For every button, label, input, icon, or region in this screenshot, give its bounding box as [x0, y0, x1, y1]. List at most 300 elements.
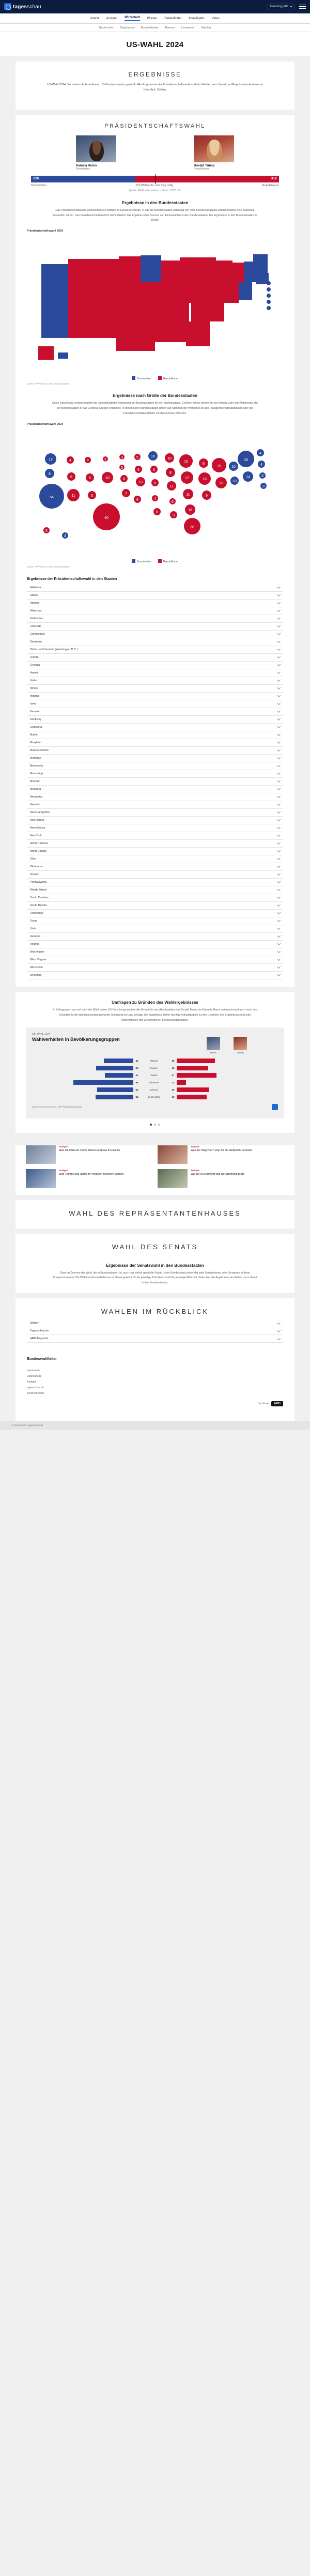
svg-text:19: 19: [217, 464, 221, 468]
state-name: Nevada: [30, 803, 40, 806]
legend-dem: Demokraten: [132, 376, 151, 380]
chevron-down-icon: [277, 856, 281, 860]
subnav-item-themen[interactable]: Themen: [164, 26, 175, 29]
state-accordion-row[interactable]: [27, 809, 283, 817]
chevron-down-icon: [277, 911, 281, 914]
chevron-down-icon: [277, 965, 281, 969]
harris-value: 53: [135, 1066, 138, 1069]
chevron-down-icon: [277, 903, 281, 907]
svg-text:3: 3: [104, 457, 106, 462]
state-name: Pennsylvania: [30, 880, 47, 884]
harris-bar-cell: [32, 1059, 133, 1063]
subnav-item-nachrichten[interactable]: Nachrichten: [99, 26, 115, 29]
svg-text:6: 6: [137, 468, 140, 472]
state-name: Wisconsin: [30, 965, 43, 969]
survey-group-row: [32, 1058, 278, 1064]
chevron-down-icon: [277, 787, 281, 790]
state-name: Massachusetts: [30, 748, 49, 752]
state-name: Ohio: [30, 857, 36, 861]
ard-network-label: Das Erste: [258, 1402, 269, 1406]
state-name: Alaska: [30, 593, 39, 597]
harris-thumb-label: Harris: [210, 1051, 216, 1054]
state-name: Delaware: [30, 640, 42, 643]
svg-text:3: 3: [262, 484, 265, 488]
state-accordion-row[interactable]: [27, 879, 283, 886]
carousel-dot-1[interactable]: [150, 1124, 152, 1126]
carousel-dot-2[interactable]: [154, 1124, 156, 1126]
states-accordion[interactable]: [27, 584, 283, 979]
state-name: Michigan: [30, 756, 41, 760]
retro-accordion-row[interactable]: [27, 1320, 283, 1327]
state-accordion-row[interactable]: [27, 662, 283, 669]
state-name: New York: [30, 834, 42, 837]
svg-text:10: 10: [151, 454, 155, 458]
chevron-down-icon: [277, 632, 281, 635]
harris-bar: [73, 1080, 133, 1085]
teaser-image: [158, 1145, 188, 1164]
state-accordion-row[interactable]: [27, 824, 283, 832]
state-accordion-row[interactable]: [27, 840, 283, 848]
state-accordion-row[interactable]: [27, 638, 283, 646]
state-accordion-row[interactable]: [27, 770, 283, 778]
chevron-down-icon: [277, 748, 281, 752]
state-accordion-row[interactable]: [27, 910, 283, 917]
survey-face-trump: [234, 1037, 247, 1054]
teaser-kicker: Analyse: [191, 1145, 199, 1148]
svg-text:10: 10: [105, 476, 110, 480]
chevron-down-icon: [277, 663, 281, 666]
retro-row-label: Tagesschau.de: [30, 1329, 49, 1333]
retro-heading: WAHLEN IM RÜCKBLICK: [101, 1308, 209, 1316]
chevron-down-icon: [277, 949, 281, 953]
svg-text:5: 5: [136, 455, 138, 459]
retro-accordion-row[interactable]: [27, 1335, 283, 1343]
chevron-down-icon: [277, 864, 281, 868]
svg-text:15: 15: [184, 459, 188, 464]
state-accordion-row[interactable]: [27, 902, 283, 910]
footer-section: [16, 1350, 295, 1421]
svg-text:9: 9: [173, 513, 175, 517]
harris-value: 86: [135, 1081, 138, 1084]
state-accordion-row[interactable]: [27, 584, 283, 592]
chevron-down-icon: [277, 825, 281, 829]
chevron-down-icon: [277, 686, 281, 689]
harris-bar: [96, 1066, 133, 1070]
chevron-down-icon: [277, 593, 281, 596]
state-accordion-row[interactable]: [27, 948, 283, 956]
electoral-bar-dem: [31, 176, 135, 182]
state-accordion-row[interactable]: [27, 623, 283, 631]
main-nav: [0, 13, 310, 24]
chevron-down-icon: [277, 794, 281, 798]
chevron-down-icon: [277, 810, 281, 814]
state-accordion-row[interactable]: [27, 755, 283, 762]
copyright: © ARD-aktuell / tagesschau.de: [0, 1421, 310, 1430]
state-accordion-row[interactable]: [27, 708, 283, 716]
svg-text:5: 5: [91, 494, 93, 498]
harris-bar: [104, 1059, 133, 1063]
candidate-harris: [76, 135, 116, 171]
state-name: Hawaii: [30, 671, 39, 674]
retro-accordion-row[interactable]: [27, 1327, 283, 1335]
state-name: New Jersey: [30, 818, 45, 822]
electoral-bar-rep: [135, 176, 279, 182]
harris-value: 41: [135, 1074, 138, 1077]
svg-text:14: 14: [246, 475, 250, 479]
svg-text:17: 17: [185, 476, 189, 480]
harris-bar-cell: [32, 1095, 133, 1099]
electoral-bar: [31, 176, 279, 182]
house-section: [16, 1200, 295, 1229]
state-accordion-row[interactable]: [27, 801, 283, 809]
state-accordion-row[interactable]: [27, 724, 283, 731]
survey-group-row: [32, 1080, 278, 1085]
svg-text:6: 6: [123, 477, 125, 481]
survey-group-label: 18-29 Jahre: [147, 1095, 161, 1098]
choropleth-source: Quelle: AP/Wahlen in den Bundesstaaten: [27, 382, 70, 386]
senate-heading: WAHL DES SENATS: [112, 1243, 198, 1251]
state-name: Alabama: [30, 586, 41, 589]
teaser-item[interactable]: [26, 1169, 152, 1188]
svg-text:11: 11: [169, 484, 174, 488]
state-accordion-row[interactable]: [27, 631, 283, 638]
state-accordion-row[interactable]: [27, 933, 283, 941]
svg-text:8: 8: [169, 471, 172, 475]
chevron-down-icon: [277, 918, 281, 922]
state-accordion-row[interactable]: [27, 654, 283, 662]
results-lead: US-Wahl 2024: So haben die Amerikaner US-Bundesstaaten gewählt. Alle Ergebnisse der Präsidentschaftswahl und der Wahlen zum Senat und Repräsentantenhaus im Überblick: Zahlen.: [47, 83, 264, 92]
state-name: Texas: [30, 919, 38, 923]
teaser-kicker: Analyse: [59, 1169, 68, 1172]
chevron-down-icon: [277, 771, 281, 775]
survey-group-label: Frauen: [150, 1066, 158, 1069]
chevron-down-icon: [277, 639, 281, 643]
senate-sub-heading: Ergebnisse der Senatswahl in den Bundesstaaten: [106, 1263, 204, 1268]
state-name: Rhode Island: [30, 888, 47, 892]
chevron-down-icon: [277, 1321, 281, 1325]
choropleth-map-label: Präsidentschaftswahl 2024: [27, 229, 64, 233]
nav-item-ausland[interactable]: Ausland: [106, 17, 118, 20]
trump-value: 43: [172, 1095, 175, 1098]
rep-label: Republikaner: [262, 183, 279, 187]
bubble-legend: [16, 559, 295, 563]
survey-group-label: Schwarze: [148, 1081, 160, 1084]
chevron-down-icon: [277, 841, 281, 845]
harris-bar-cell: [32, 1073, 133, 1078]
rep-electoral-votes: 312: [271, 176, 277, 180]
trump-thumb-label: Trump: [237, 1051, 244, 1054]
state-accordion-row[interactable]: [27, 956, 283, 964]
survey-group-row: [32, 1087, 278, 1093]
presidential-heading: PRÄSIDENTSCHAFTSWAHL: [104, 122, 206, 129]
footer-link[interactable]: tagesschau.de: [27, 1386, 44, 1390]
trump-bar: [177, 1059, 215, 1063]
harris-value: 52: [135, 1088, 138, 1091]
state-accordion-row[interactable]: [27, 848, 283, 855]
dem-label: Demokraten: [31, 183, 47, 187]
teaser-title: Was der Sieg von Trump für die Weltpolitik bedeutet: [191, 1148, 253, 1152]
chevron-down-icon: [277, 833, 281, 837]
carousel-dot-3[interactable]: [158, 1124, 160, 1126]
state-accordion-row[interactable]: [27, 731, 283, 739]
svg-text:40: 40: [104, 516, 109, 520]
trump-value: 55: [172, 1059, 175, 1062]
tagesschau-logo-icon: [4, 3, 11, 10]
chevron-down-icon: [277, 616, 281, 620]
chevron-down-icon: [277, 942, 281, 945]
chevron-down-icon: [277, 779, 281, 783]
svg-text:28: 28: [244, 458, 248, 462]
chevron-down-icon: [277, 763, 281, 767]
state-name: Iowa: [30, 702, 36, 706]
svg-text:3: 3: [45, 529, 48, 533]
footer-link[interactable]: Datenschutz: [27, 1375, 41, 1378]
harris-party: Demokraten: [76, 167, 90, 171]
chevron-down-icon: [277, 701, 281, 705]
svg-text:7: 7: [125, 492, 127, 496]
choropleth-legend: [16, 376, 295, 380]
candidate-trump: [194, 135, 234, 171]
state-accordion-row[interactable]: [27, 685, 283, 693]
state-accordion-row[interactable]: [27, 941, 283, 948]
state-name: Connecticut: [30, 632, 45, 636]
state-accordion-row[interactable]: [27, 739, 283, 747]
chevron-down-icon: [277, 655, 281, 658]
svg-text:8: 8: [203, 462, 205, 466]
retro-row-label: Wahlen: [30, 1322, 40, 1325]
svg-text:4: 4: [64, 534, 66, 538]
state-name: Missouri: [30, 779, 41, 783]
state-name: New Mexico: [30, 826, 45, 830]
state-name: West Virginia: [30, 958, 47, 961]
state-accordion-row[interactable]: [27, 646, 283, 654]
state-accordion-row[interactable]: [27, 716, 283, 724]
svg-text:4: 4: [87, 458, 89, 463]
state-accordion-row[interactable]: [27, 669, 283, 677]
state-accordion-row[interactable]: [27, 894, 283, 902]
state-name: Wyoming: [30, 973, 42, 977]
trump-portrait: [194, 135, 234, 162]
page-title: US-WAHL 2024: [0, 32, 310, 56]
teaser-kicker: Analyse: [59, 1145, 68, 1148]
harris-name: Kamala Harris: [76, 164, 97, 167]
state-accordion-row[interactable]: [27, 964, 283, 972]
survey-group-label: Weiße: [150, 1074, 158, 1077]
state-name: Colorado: [30, 624, 41, 628]
results-section: [16, 62, 295, 110]
chevron-down-icon: [277, 849, 281, 852]
state-accordion-row[interactable]: [27, 832, 283, 840]
chevron-down-icon: [277, 585, 281, 589]
subnav-item-wahlen[interactable]: Wahlen: [201, 26, 211, 29]
chevron-down-icon: [277, 973, 281, 976]
menu-icon[interactable]: [299, 5, 306, 9]
state-accordion-row[interactable]: [27, 786, 283, 793]
legend-rep: Republikaner: [158, 376, 178, 380]
state-name: South Carolina: [30, 896, 49, 899]
nav-item-video[interactable]: Video: [211, 17, 220, 20]
state-accordion-row[interactable]: [27, 607, 283, 615]
senate-text: Dass im Zentrum der Wahl, die in Bundesstaaten ist, auch das vorher gewählte Senat. Jeder Bundesstaat entsendet zwei Senatorinnen oder Senatoren in diese Kongresskammer. Die Wahlmandatsverhältnisse im Senat gewinnt für die jeweilige Präsidentschaft die jeweilige Mehrheit. Siehe hier die Ergebnisse der Wahlen zum Senat in den Bundesstaaten.: [53, 1271, 257, 1285]
trump-bar-cell: [177, 1095, 278, 1099]
states-accordion-title: Ergebnisse der Präsidentschaftswahl in den Staaten: [27, 577, 117, 581]
trump-bar-cell: [177, 1066, 278, 1070]
footer-link[interactable]: Impressum: [27, 1369, 40, 1373]
state-accordion-row[interactable]: [27, 917, 283, 925]
state-accordion-row[interactable]: [27, 747, 283, 755]
chevron-down-icon: [277, 709, 281, 713]
trump-value: 13: [172, 1081, 175, 1084]
footer-accordion-title: Bundeswahlleiter: [27, 1357, 57, 1361]
brand-logo[interactable]: [4, 3, 41, 10]
svg-text:16: 16: [188, 508, 192, 512]
share-icon[interactable]: [272, 1104, 278, 1110]
ard-badge: ARD: [271, 1401, 283, 1406]
svg-text:10: 10: [233, 479, 237, 483]
states-results-text: Das Präsidentschaftswahl entscheidet sich letztlich im Electoral College. In das die Bundesstaaten abhängig von ihrer Bevölkerungszahl unterschiedlich viele Wahlleute entsenden dürfen. Das Präsidentschaftswahl ist damit letztlich das Ergebnis einer Summe von Einzelwahlen in den Bundesstaaten. Die Ergebnisse in den Bundesstaaten im Detail:: [52, 208, 258, 222]
state-name: North Carolina: [30, 841, 48, 845]
subnav-item-bundeslaender[interactable]: Bundesländer: [141, 26, 159, 29]
state-accordion-row[interactable]: [27, 615, 283, 623]
svg-text:11: 11: [186, 493, 190, 497]
survey-chart-title: Wahlverhalten in Bevölkerungsgruppen: [32, 1036, 120, 1042]
us-bubble-map[interactable]: [26, 429, 284, 558]
state-accordion-row[interactable]: [27, 778, 283, 786]
chevron-down-icon: ▾: [290, 5, 292, 9]
majority-label: 270 Wahlleute zum Sieg nötig: [135, 183, 174, 187]
survey-source: Quelle: Edison Research / NEP-Wahltagsbefragung: [32, 1106, 82, 1109]
chevron-down-icon: [277, 880, 281, 883]
survey-section: [16, 992, 295, 1133]
teaser-item[interactable]: [158, 1169, 284, 1188]
svg-text:8: 8: [49, 472, 51, 476]
footer-link[interactable]: Kontakt: [27, 1381, 36, 1384]
svg-text:4: 4: [69, 458, 71, 463]
state-accordion-row[interactable]: [27, 600, 283, 607]
bubble-legend-rep: Republikaner: [158, 559, 178, 563]
state-accordion-row[interactable]: [27, 762, 283, 770]
svg-text:10: 10: [231, 465, 236, 469]
state-accordion-row[interactable]: [27, 700, 283, 708]
trump-name: Donald Trump: [194, 164, 215, 167]
state-accordion-row[interactable]: [27, 855, 283, 863]
trump-bar-cell: [177, 1059, 278, 1063]
state-name: Nebraska: [30, 795, 42, 799]
top-bar: [0, 0, 310, 13]
nav-item-faktenfinder[interactable]: Faktenfinder: [164, 17, 182, 20]
candidate-row: [16, 135, 295, 171]
state-name: Washington: [30, 950, 45, 954]
dem-electoral-votes: 226: [33, 176, 39, 180]
state-accordion-row[interactable]: [27, 886, 283, 894]
teaser-image: [26, 1145, 56, 1164]
footer-link[interactable]: Barrierefreiheit: [27, 1392, 44, 1396]
senate-section: [16, 1234, 295, 1294]
trending-button[interactable]: [267, 4, 295, 10]
state-name: Utah: [30, 927, 36, 930]
subnav-item-ergebnisse[interactable]: Ergebnisse: [120, 26, 135, 29]
carousel-dots[interactable]: [16, 1124, 295, 1126]
svg-text:11: 11: [71, 494, 75, 498]
svg-text:3: 3: [121, 466, 123, 470]
teaser-item[interactable]: [26, 1145, 152, 1164]
teaser-title: Was die USA auf Trump blicken und was ihn wählte: [59, 1148, 120, 1152]
svg-text:8: 8: [156, 510, 158, 514]
nav-item-wirtschaft[interactable]: Wirtschaft: [125, 16, 140, 21]
harris-bar-cell: [32, 1087, 133, 1092]
state-accordion-row[interactable]: [27, 793, 283, 801]
trump-value: 46: [172, 1088, 175, 1091]
trump-bar: [177, 1073, 216, 1078]
harris-bar: [105, 1073, 133, 1078]
state-accordion-row[interactable]: [27, 693, 283, 700]
retro-section: [16, 1298, 295, 1350]
svg-text:3: 3: [121, 455, 123, 459]
chevron-down-icon: [277, 818, 281, 821]
state-accordion-row[interactable]: [27, 592, 283, 600]
us-choropleth-map[interactable]: [26, 236, 284, 375]
harris-bar-cell: [32, 1066, 133, 1070]
survey-chart-card[interactable]: [26, 1028, 284, 1118]
trump-value: 45: [172, 1066, 175, 1069]
state-accordion-row[interactable]: [27, 863, 283, 871]
house-heading: WAHL DES REPRÄSENTANTENHAUSES: [69, 1209, 241, 1217]
state-name: Arizona: [30, 601, 40, 605]
trump-thumb: [234, 1037, 247, 1050]
state-accordion-row[interactable]: [27, 871, 283, 879]
state-name: Vermont: [30, 934, 41, 938]
state-name: Arkansas: [30, 609, 42, 612]
chevron-down-icon: [277, 647, 281, 651]
nav-item-investigativ[interactable]: Investigativ: [189, 17, 205, 20]
svg-text:10: 10: [167, 456, 172, 461]
state-name: North Dakota: [30, 849, 47, 853]
retro-accordion[interactable]: [27, 1320, 283, 1343]
survey-footer: [32, 1104, 278, 1110]
bubble-source: Quelle: AP/Wahlen in den Bundesstaaten: [27, 565, 70, 568]
teaser-item[interactable]: [158, 1145, 284, 1164]
state-name: South Dakota: [30, 903, 47, 907]
survey-face-harris: [207, 1037, 220, 1054]
teaser-section: [16, 1145, 295, 1195]
state-accordion-row[interactable]: [27, 925, 283, 933]
svg-text:6: 6: [153, 468, 155, 472]
state-accordion-row[interactable]: [27, 677, 283, 685]
state-name: Kalifornien: [30, 617, 43, 620]
chevron-down-icon: [277, 934, 281, 938]
nav-item-inland[interactable]: Inland: [90, 17, 99, 20]
state-accordion-row[interactable]: [27, 972, 283, 979]
chevron-down-icon: [277, 957, 281, 961]
nav-item-wissen[interactable]: Wissen: [147, 17, 158, 20]
trump-bar-cell: [177, 1080, 278, 1085]
trump-bar: [177, 1095, 207, 1099]
state-name: Georgia: [30, 663, 40, 667]
state-name: Illinois: [30, 686, 38, 690]
survey-group-row: [32, 1094, 278, 1100]
chevron-down-icon: [277, 732, 281, 736]
ard-logo[interactable]: [258, 1401, 283, 1406]
state-accordion-row[interactable]: [27, 817, 283, 824]
harris-bar-cell: [32, 1080, 133, 1085]
retro-row-label: ARD Angebote: [30, 1337, 49, 1341]
harris-value: 42: [135, 1059, 138, 1062]
chevron-down-icon: [277, 895, 281, 899]
chevron-down-icon: [277, 678, 281, 682]
footer-links: [16, 1364, 295, 1397]
teaser-title: Wie die USA bewegt und die Stimmung prägt: [191, 1172, 244, 1176]
subnav-item-livestream[interactable]: Livestream: [181, 26, 195, 29]
